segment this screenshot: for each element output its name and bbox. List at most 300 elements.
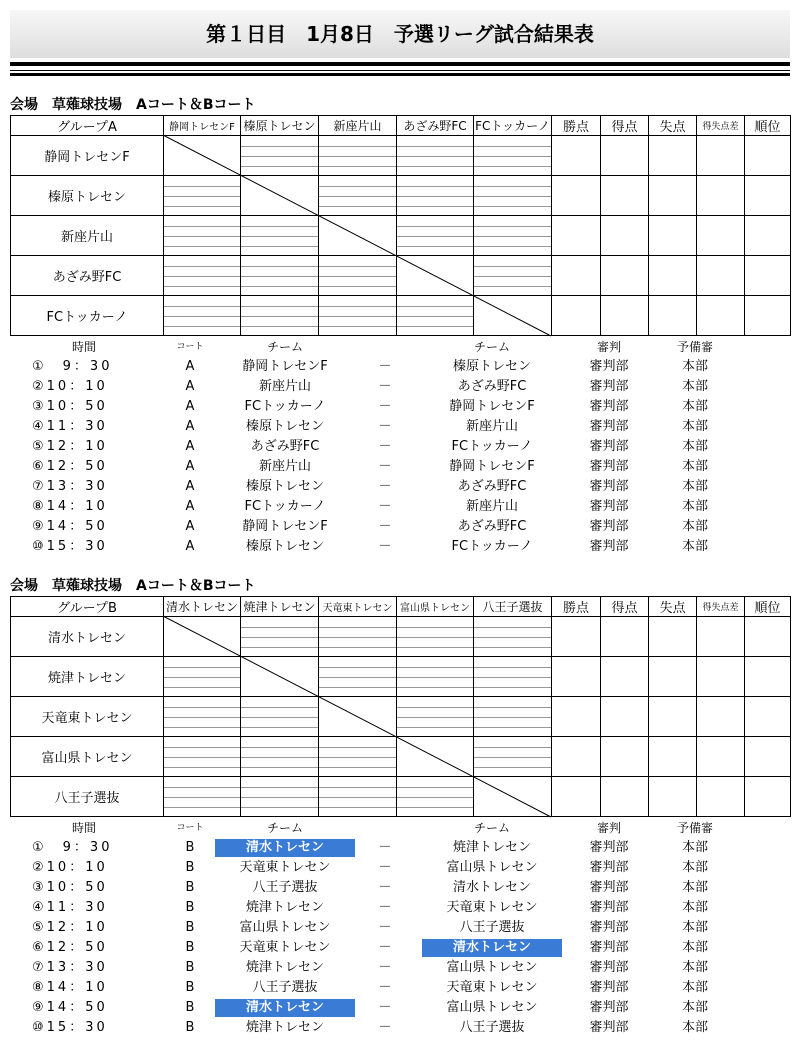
- away-team: 天竜東トレセン: [446, 980, 538, 995]
- diagonal-cell: [397, 737, 474, 777]
- match-row: [10, 437, 790, 457]
- match-court: B: [185, 920, 195, 935]
- away-team: 新座片山: [465, 419, 518, 434]
- home-team: 静岡トレセンF: [242, 359, 328, 374]
- vs-dash: －: [378, 519, 392, 534]
- goals-against-header: 失点: [649, 597, 697, 617]
- referee: 審判部: [589, 1020, 629, 1035]
- goals-for-header: 得点: [601, 116, 649, 136]
- match-row: [10, 377, 790, 397]
- points-cell: [552, 136, 601, 176]
- schedule-header: [10, 818, 790, 838]
- match-row: [10, 417, 790, 437]
- schedule-header: [10, 337, 790, 357]
- vs-dash: －: [378, 940, 392, 955]
- home-team: 八王子選抜: [252, 980, 318, 995]
- rank-cell: [745, 617, 791, 657]
- match-time: ⑥12：50: [32, 459, 108, 474]
- points-cell: [552, 657, 601, 697]
- diagonal-cell: [164, 617, 241, 657]
- result-cell: [397, 777, 474, 817]
- referee: 審判部: [589, 940, 629, 955]
- match-time: ②10：10: [32, 379, 108, 394]
- match-time: ⑨14：50: [32, 519, 108, 534]
- result-cell: [241, 777, 319, 817]
- rank-cell: [745, 256, 791, 296]
- points-cell: [552, 697, 601, 737]
- result-cell: [241, 136, 319, 176]
- reserve-referee: 本部: [681, 379, 708, 394]
- league-table-a: [10, 115, 791, 336]
- goal-diff-cell: [697, 697, 745, 737]
- match-court: B: [185, 1000, 195, 1015]
- vs-dash: －: [378, 1020, 392, 1035]
- team-name: 静岡トレセンF: [11, 136, 164, 176]
- result-cell: [319, 777, 397, 817]
- reserve-referee: 本部: [681, 920, 708, 935]
- points-cell: [552, 296, 601, 336]
- team-name: 八王子選抜: [11, 777, 164, 817]
- home-team: FCトッカーノ: [244, 399, 326, 414]
- diagonal-cell: [241, 176, 319, 216]
- goal-diff-cell: [697, 136, 745, 176]
- goals-against-cell: [649, 617, 697, 657]
- vs-dash: －: [378, 359, 392, 374]
- vs-dash: －: [378, 499, 392, 514]
- away-team: 静岡トレセンF: [449, 459, 535, 474]
- rank-cell: [745, 697, 791, 737]
- goal-diff-cell: [697, 296, 745, 336]
- group-label: グループB: [11, 597, 164, 617]
- home-team: 天竜東トレセン: [239, 860, 331, 875]
- match-time: ⑧14：10: [32, 499, 108, 514]
- goals-for-cell: [601, 136, 649, 176]
- result-cell: [397, 136, 474, 176]
- rank-cell: [745, 136, 791, 176]
- opponent-header: 榛原トレセン: [241, 116, 319, 136]
- title-divider: [10, 62, 790, 66]
- match-court: A: [185, 459, 195, 474]
- reserve-referee: 本部: [681, 940, 708, 955]
- venue-label-b: 会場 草薙球技場 Aコート＆Bコート: [10, 578, 256, 594]
- result-cell: [474, 176, 552, 216]
- goal-diff-header: 得失点差: [697, 597, 745, 617]
- page-title: 第１日目 1月8日 予選リーグ試合結果表: [10, 10, 790, 58]
- points-cell: [552, 216, 601, 256]
- team-header: チーム: [473, 340, 510, 354]
- result-cell: [319, 176, 397, 216]
- points-cell: [552, 256, 601, 296]
- reserve-referee: 本部: [681, 459, 708, 474]
- home-team: 清水トレセン: [215, 839, 355, 857]
- team-name: あざみ野FC: [11, 256, 164, 296]
- away-team: 八王子選抜: [459, 1020, 525, 1035]
- vs-dash: －: [378, 1000, 392, 1015]
- referee: 審判部: [589, 980, 629, 995]
- vs-dash: －: [378, 860, 392, 875]
- match-court: A: [185, 479, 195, 494]
- team-name: 新座片山: [11, 216, 164, 256]
- points-cell: [552, 617, 601, 657]
- diagonal-cell: [474, 296, 552, 336]
- away-team: 富山県トレセン: [446, 960, 538, 975]
- rank-cell: [745, 737, 791, 777]
- match-row: [10, 517, 790, 537]
- reserve-referee: 本部: [681, 519, 708, 534]
- title-divider-thin: [10, 70, 790, 71]
- home-team: 清水トレセン: [215, 999, 355, 1017]
- match-court: A: [185, 499, 195, 514]
- opponent-header: 新座片山: [319, 116, 397, 136]
- diagonal-cell: [319, 216, 397, 256]
- home-team: 榛原トレセン: [245, 479, 324, 494]
- home-team: 静岡トレセンF: [242, 519, 328, 534]
- result-cell: [474, 697, 552, 737]
- rank-cell: [745, 296, 791, 336]
- goals-for-cell: [601, 777, 649, 817]
- referee: 審判部: [589, 1000, 629, 1015]
- result-cell: [319, 657, 397, 697]
- match-time: ⑤12：10: [32, 439, 108, 454]
- goal-diff-cell: [697, 176, 745, 216]
- vs-dash: －: [378, 920, 392, 935]
- match-court: A: [185, 519, 195, 534]
- home-team: 新座片山: [258, 459, 311, 474]
- goals-for-cell: [601, 176, 649, 216]
- match-court: A: [185, 379, 195, 394]
- result-cell: [319, 737, 397, 777]
- referee: 審判部: [589, 519, 629, 534]
- match-court: B: [185, 860, 195, 875]
- rank-cell: [745, 657, 791, 697]
- opponent-header: FCトッカーノ: [474, 116, 552, 136]
- match-row: [10, 858, 790, 878]
- away-team: 榛原トレセン: [452, 359, 531, 374]
- away-team: 八王子選抜: [459, 920, 525, 935]
- team-name: FCトッカーノ: [11, 296, 164, 336]
- result-cell: [241, 296, 319, 336]
- referee: 審判部: [589, 419, 629, 434]
- away-team: あざみ野FC: [457, 519, 527, 534]
- match-row: [10, 898, 790, 918]
- team-name: 榛原トレセン: [11, 176, 164, 216]
- result-cell: [474, 657, 552, 697]
- goals-for-cell: [601, 657, 649, 697]
- goal-diff-cell: [697, 256, 745, 296]
- goals-against-cell: [649, 176, 697, 216]
- vs-dash: －: [378, 439, 392, 454]
- goals-for-cell: [601, 296, 649, 336]
- team-header: チーム: [266, 821, 303, 835]
- referee: 審判部: [589, 900, 629, 915]
- result-cell: [241, 737, 319, 777]
- match-row: [10, 918, 790, 938]
- goals-against-cell: [649, 216, 697, 256]
- vs-dash: －: [378, 980, 392, 995]
- away-team: 富山県トレセン: [446, 1000, 538, 1015]
- opponent-header: 富山県トレセン: [397, 597, 474, 617]
- goals-for-cell: [601, 697, 649, 737]
- reserve-header: 予備審: [676, 340, 713, 354]
- goal-diff-header: 得失点差: [697, 116, 745, 136]
- away-team: FCトッカーノ: [451, 439, 533, 454]
- match-time: ⑦13：30: [32, 960, 108, 975]
- reserve-referee: 本部: [681, 960, 708, 975]
- reserve-referee: 本部: [681, 880, 708, 895]
- goals-for-cell: [601, 617, 649, 657]
- result-cell: [319, 296, 397, 336]
- match-time: ① 9：30: [32, 840, 113, 855]
- reserve-referee: 本部: [681, 900, 708, 915]
- match-row: [10, 938, 790, 958]
- match-row: [10, 978, 790, 998]
- match-court: B: [185, 840, 195, 855]
- referee: 審判部: [589, 439, 629, 454]
- diagonal-cell: [164, 136, 241, 176]
- match-court: A: [185, 359, 195, 374]
- away-team: 天竜東トレセン: [446, 900, 538, 915]
- goal-diff-cell: [697, 657, 745, 697]
- referee-header: 審判: [596, 821, 621, 835]
- rank-cell: [745, 777, 791, 817]
- away-team: FCトッカーノ: [451, 539, 533, 554]
- vs-dash: －: [378, 479, 392, 494]
- result-cell: [397, 697, 474, 737]
- result-cell: [319, 256, 397, 296]
- match-court: B: [185, 980, 195, 995]
- home-team: 焼津トレセン: [245, 900, 324, 915]
- reserve-referee: 本部: [681, 539, 708, 554]
- team-name: 天竜東トレセン: [11, 697, 164, 737]
- reserve-referee: 本部: [681, 1020, 708, 1035]
- referee: 審判部: [589, 399, 629, 414]
- goals-for-cell: [601, 737, 649, 777]
- vs-dash: －: [378, 459, 392, 474]
- result-cell: [397, 216, 474, 256]
- match-court: A: [185, 399, 195, 414]
- referee: 審判部: [589, 960, 629, 975]
- result-cell: [474, 136, 552, 176]
- home-team: あざみ野FC: [250, 439, 320, 454]
- match-row: [10, 537, 790, 557]
- points-cell: [552, 777, 601, 817]
- team-name: 清水トレセン: [11, 617, 164, 657]
- points-cell: [552, 176, 601, 216]
- result-cell: [241, 216, 319, 256]
- vs-dash: －: [378, 900, 392, 915]
- rank-cell: [745, 216, 791, 256]
- goals-against-cell: [649, 697, 697, 737]
- goals-against-cell: [649, 657, 697, 697]
- referee: 審判部: [589, 920, 629, 935]
- goals-against-header: 失点: [649, 116, 697, 136]
- match-court: B: [185, 940, 195, 955]
- points-header: 勝点: [552, 597, 601, 617]
- home-team: FCトッカーノ: [244, 499, 326, 514]
- referee: 審判部: [589, 459, 629, 474]
- goals-against-cell: [649, 136, 697, 176]
- opponent-header: 天竜東トレセン: [319, 597, 397, 617]
- match-time: ⑥12：50: [32, 940, 108, 955]
- rank-header: 順位: [745, 597, 791, 617]
- away-team: 富山県トレセン: [446, 860, 538, 875]
- venue-label-a: 会場 草薙球技場 Aコート＆Bコート: [10, 97, 256, 113]
- referee: 審判部: [589, 880, 629, 895]
- team-header: チーム: [473, 821, 510, 835]
- result-cell: [397, 617, 474, 657]
- reserve-referee: 本部: [681, 1000, 708, 1015]
- home-team: 榛原トレセン: [245, 419, 324, 434]
- match-time: ⑨14：50: [32, 1000, 108, 1015]
- goal-diff-cell: [697, 617, 745, 657]
- goal-diff-cell: [697, 216, 745, 256]
- goals-for-cell: [601, 216, 649, 256]
- result-cell: [164, 256, 241, 296]
- points-header: 勝点: [552, 116, 601, 136]
- reserve-referee: 本部: [681, 419, 708, 434]
- result-cell: [397, 176, 474, 216]
- result-cell: [319, 136, 397, 176]
- result-cell: [164, 176, 241, 216]
- opponent-header: 八王子選抜: [474, 597, 552, 617]
- opponent-header: 清水トレセン: [164, 597, 241, 617]
- referee: 審判部: [589, 499, 629, 514]
- match-time: ③10：50: [32, 880, 108, 895]
- match-time: ⑤12：10: [32, 920, 108, 935]
- time-header: 時間: [72, 340, 97, 354]
- referee: 審判部: [589, 479, 629, 494]
- reserve-referee: 本部: [681, 479, 708, 494]
- match-row: [10, 998, 790, 1018]
- vs-dash: －: [378, 880, 392, 895]
- match-time: ③10：50: [32, 399, 108, 414]
- rank-cell: [745, 176, 791, 216]
- away-team: 焼津トレセン: [452, 840, 531, 855]
- vs-dash: －: [378, 539, 392, 554]
- title-divider-bottom: [10, 73, 790, 76]
- match-row: [10, 878, 790, 898]
- match-time: ① 9：30: [32, 359, 113, 374]
- diagonal-cell: [319, 697, 397, 737]
- home-team: 焼津トレセン: [245, 960, 324, 975]
- match-court: B: [185, 900, 195, 915]
- match-court: A: [185, 539, 195, 554]
- home-team: 焼津トレセン: [245, 1020, 324, 1035]
- home-team: 新座片山: [258, 379, 311, 394]
- match-time: ⑧14：10: [32, 980, 108, 995]
- match-court: A: [185, 419, 195, 434]
- match-time: ④11：30: [32, 419, 108, 434]
- result-cell: [164, 296, 241, 336]
- rank-header: 順位: [745, 116, 791, 136]
- match-row: [10, 457, 790, 477]
- schedule-a: [10, 337, 790, 557]
- schedule-b: [10, 818, 790, 1038]
- court-header: コート: [176, 823, 204, 833]
- vs-dash: －: [378, 379, 392, 394]
- reserve-header: 予備審: [676, 821, 713, 835]
- match-row: [10, 477, 790, 497]
- home-team: 天竜東トレセン: [239, 940, 331, 955]
- result-cell: [164, 657, 241, 697]
- goal-diff-cell: [697, 777, 745, 817]
- away-team: 清水トレセン: [452, 880, 531, 895]
- result-cell: [164, 737, 241, 777]
- reserve-referee: 本部: [681, 860, 708, 875]
- reserve-referee: 本部: [681, 439, 708, 454]
- league-table-b: [10, 596, 791, 817]
- referee: 審判部: [589, 379, 629, 394]
- opponent-header: あざみ野FC: [397, 116, 474, 136]
- goal-diff-cell: [697, 737, 745, 777]
- away-team: 静岡トレセンF: [449, 399, 535, 414]
- away-team: 新座片山: [465, 499, 518, 514]
- team-header: チーム: [266, 340, 303, 354]
- home-team: 榛原トレセン: [245, 539, 324, 554]
- result-cell: [241, 697, 319, 737]
- match-row: [10, 958, 790, 978]
- match-court: B: [185, 1020, 195, 1035]
- reserve-referee: 本部: [681, 980, 708, 995]
- result-cell: [474, 617, 552, 657]
- vs-dash: －: [378, 960, 392, 975]
- match-time: ⑩15：30: [32, 539, 108, 554]
- home-team: 八王子選抜: [252, 880, 318, 895]
- match-row: [10, 357, 790, 377]
- result-cell: [164, 216, 241, 256]
- referee: 審判部: [589, 359, 629, 374]
- match-row: [10, 1018, 790, 1038]
- goals-against-cell: [649, 256, 697, 296]
- court-header: コート: [176, 342, 204, 352]
- match-row: [10, 838, 790, 858]
- away-team: 清水トレセン: [422, 939, 562, 957]
- referee: 審判部: [589, 840, 629, 855]
- result-cell: [397, 657, 474, 697]
- referee: 審判部: [589, 539, 629, 554]
- reserve-referee: 本部: [681, 840, 708, 855]
- goals-against-cell: [649, 296, 697, 336]
- time-header: 時間: [72, 821, 97, 835]
- result-cell: [164, 697, 241, 737]
- result-cell: [397, 296, 474, 336]
- match-row: [10, 397, 790, 417]
- result-cell: [241, 256, 319, 296]
- home-team: 富山県トレセン: [239, 920, 331, 935]
- match-time: ②10：10: [32, 860, 108, 875]
- reserve-referee: 本部: [681, 399, 708, 414]
- opponent-header: 焼津トレセン: [241, 597, 319, 617]
- points-cell: [552, 737, 601, 777]
- match-row: [10, 497, 790, 517]
- result-cell: [474, 216, 552, 256]
- diagonal-cell: [474, 777, 552, 817]
- diagonal-cell: [241, 657, 319, 697]
- diagonal-cell: [397, 256, 474, 296]
- result-cell: [241, 617, 319, 657]
- result-cell: [474, 256, 552, 296]
- vs-dash: －: [378, 840, 392, 855]
- vs-dash: －: [378, 399, 392, 414]
- match-court: B: [185, 880, 195, 895]
- reserve-referee: 本部: [681, 359, 708, 374]
- goals-against-cell: [649, 737, 697, 777]
- match-court: B: [185, 960, 195, 975]
- goals-against-cell: [649, 777, 697, 817]
- group-label: グループA: [11, 116, 164, 136]
- away-team: あざみ野FC: [457, 379, 527, 394]
- result-cell: [319, 617, 397, 657]
